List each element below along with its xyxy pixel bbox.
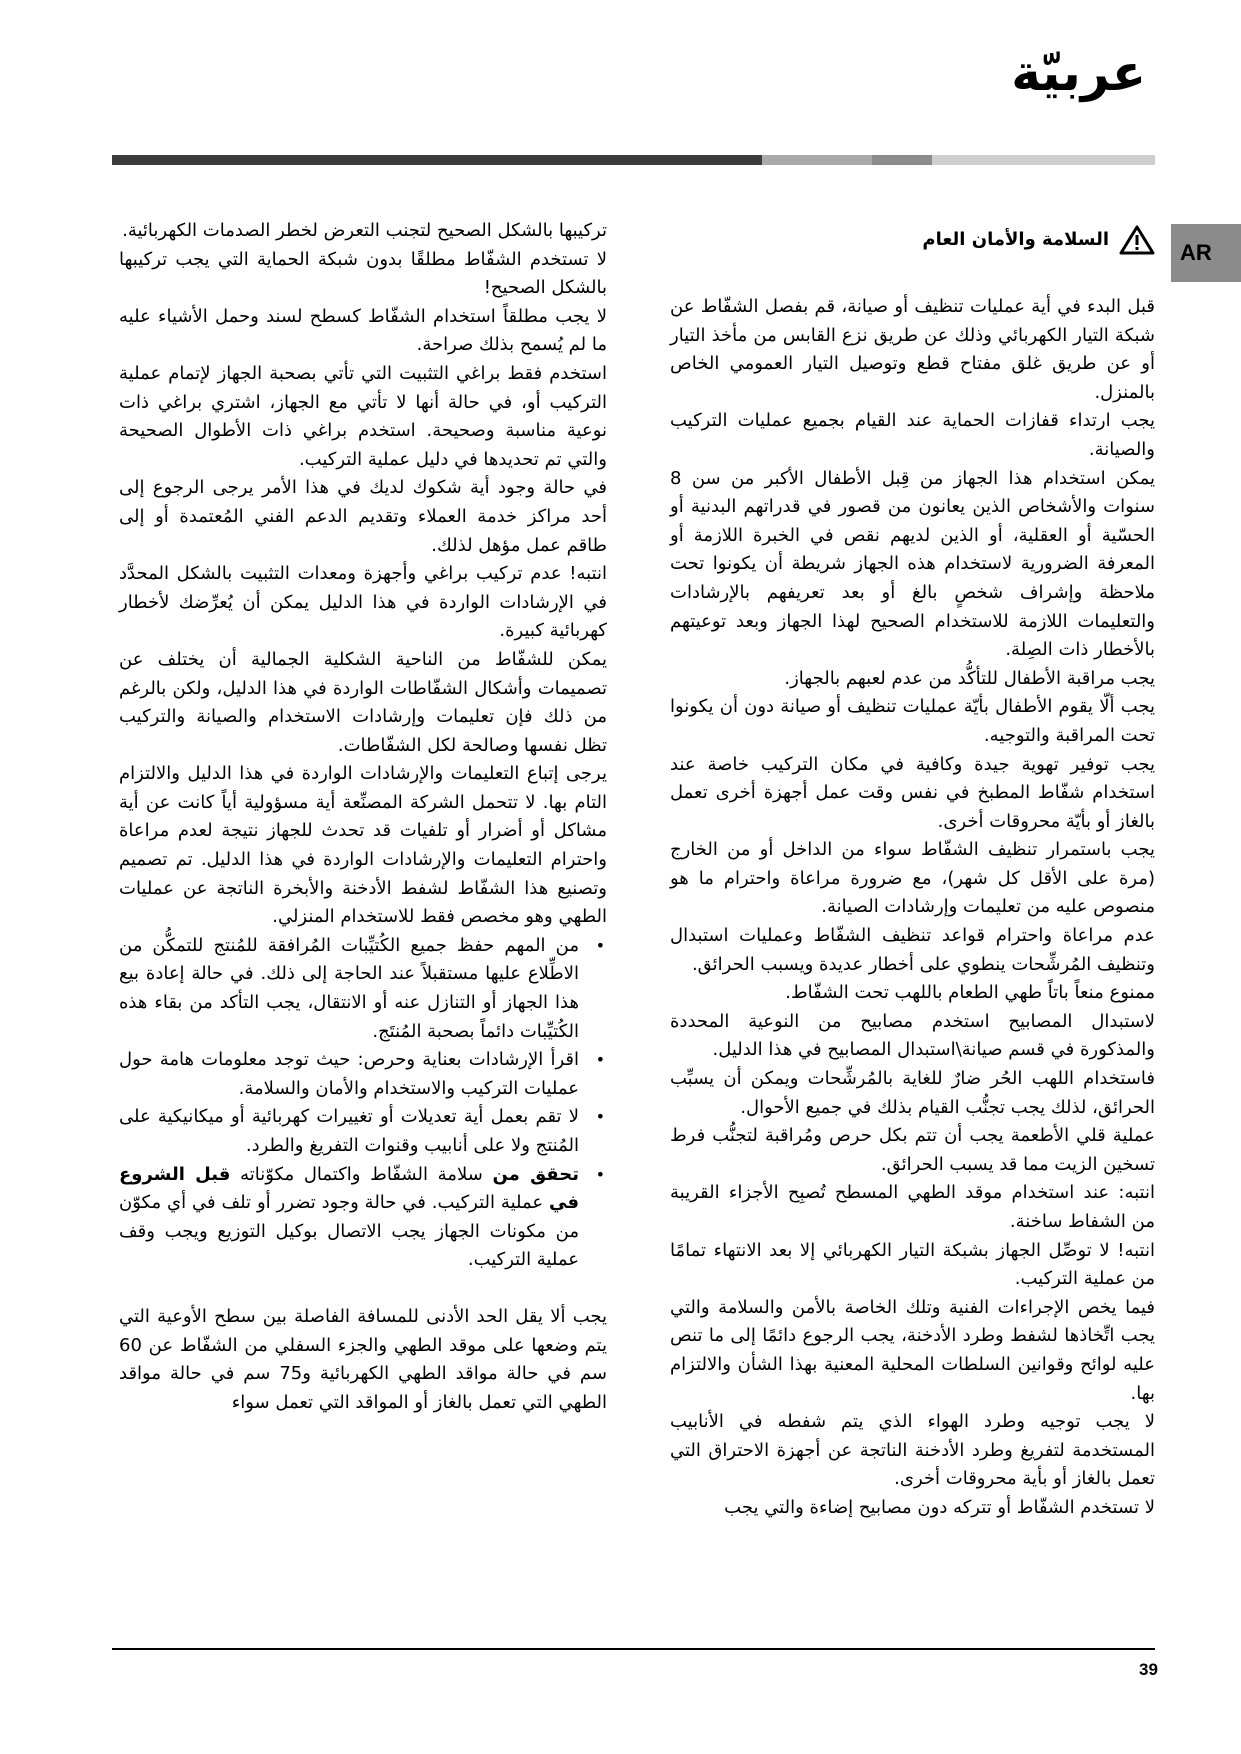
- warning-triangle-icon: [1119, 225, 1155, 255]
- section-title: السلامة والأمان العام: [922, 228, 1109, 250]
- list-item-text: سلامة الشفّاط واكتمال مكوّناته: [230, 1163, 493, 1185]
- list-item: • لا تقم بعمل أية تعديلات أو تغييرات كهربائية أو ميكانيكية على المُنتج ولا على أنابيب وقنوات التفريغ والطرد.: [119, 1103, 579, 1160]
- paragraph: يجب ألّا يقوم الأطفال بأيّة عمليات تنظيف أو صيانة دون أن يكونوا تحت المراقبة والتوجيه.: [670, 696, 1155, 746]
- paragraph: قبل البدء في أية عمليات تنظيف أو صيانة، قم بفصل الشفّاط عن شبكة التيار الكهربائي وذلك عن طريق نزع القابس من مأخذ التيار أو عن طريق غلق مفتاح قطع وتوصيل التيار العمومي الخاص بالمنزل.: [670, 296, 1155, 403]
- paragraph: ممنوع منعاً باتاً طهي الطعام باللهب تحت الشفّاط.: [785, 982, 1155, 1004]
- paragraph: يجب مراقبة الأطفال للتأكُّد من عدم لعبهم بالجهاز.: [784, 667, 1155, 689]
- paragraph: فيما يخص الإجراءات الفنية وتلك الخاصة بالأمن والسلامة والتي يجب اتِّخاذها لشفط وطرد الأدخنة، يجب الرجوع دائمًا إلى ما تنص عليه لوائح وقوانين السلطات المحلية المعنية بهذا الشأن والالتزام بها.: [670, 1296, 1155, 1404]
- paragraph: استخدم فقط براغي التثبيت التي تأتي بصحبة الجهاز لإتمام عملية التركيب أو، في حالة أنها لا تأتي مع الجهاز، اشتري براغي ذات نوعية مناسبة وصحيحة. استخدم براغي ذات الأطوال الصحيحة والتي تم تحديدها في دليل عملية التركيب.: [119, 362, 607, 470]
- paragraph: يجب توفير تهوية جيدة وكافية في مكان التركيب خاصة عند استخدام شفّاط المطبخ في نفس وقت عمل أجهزة أخرى تعمل بالغاز أو بأيّة محروقات أخرى.: [670, 753, 1155, 832]
- paragraph: يجب باستمرار تنظيف الشفّاط سواء من الداخل أو من الخارج (مرة على الأقل كل شهر)، مع ضرورة مراعاة واحترام ما هو منصوص عليه من تعليمات وإرشادات الصيانة.: [670, 839, 1155, 918]
- paragraph: انتبه! عدم تركيب براغي وأجهزة ومعدات التثبيت بالشكل المحدَّد في الإرشادات الواردة في هذا الدليل يمكن أن يُعرِّضك لأخطار كهربائية كبيرة.: [119, 563, 607, 642]
- paragraph: في حالة وجود أية شكوك لديك في هذا الأمر يرجى الرجوع إلى أحد مراكز خدمة العملاء وتقديم الدعم الفني المُعتمدة أو إلى طاقم عمل مؤهل لذلك.: [119, 477, 607, 556]
- paragraph: يمكن استخدام هذا الجهاز من قِبل الأطفال الأكبر من سن 8 سنوات والأشخاص الذين يعانون من قصور في قدراتهم البدنية أو الحسّية أو العقلية، أو الذين لديهم نقص في الخبرة اللازمة أو المعرفة الضرورية لاستخدام هذه الجهاز شريطة أن يكونوا تحت ملاحظة وإشراف شخصٍ بالغ أو بعد تعريفهم بالإرشادات والتعليمات اللازمة للاستخدام الصحيح لهذا الجهاز وبعد توعيتهم بالأخطار ذات الصِلة.: [670, 467, 1155, 661]
- paragraph: انتبه: عند استخدام موقد الطهي المسطح تُصبِح الأجزاء القريبة من الشفاط ساخنة.: [670, 1182, 1155, 1232]
- list-item: • من المهم حفظ جميع الكُتيِّبات المُرافقة للمُنتج للتمكُّن من الاطِّلاع عليها مستقبلاً عند الحاجة إلى ذلك. في حالة إعادة بيع هذا الجهاز أو التنازل عنه أو الانتقال، يجب التأكد من بقاء هذه الكُتيِّبات دائماً بصحبة المُنتَج.: [119, 932, 579, 1046]
- paragraph: يمكن للشفّاط من الناحية الشكلية الجمالية أن يختلف عن تصميمات وأشكال الشفّاطات الواردة في هذا الدليل، ولكن بالرغم من ذلك فإن تعليمات وإرشادات الاستخدام والصيانة والتركيب تظل نفسها وصالحة لكل الشفّاطات.: [119, 648, 607, 756]
- bold-text: قبل الشروع في: [119, 1163, 579, 1214]
- paragraph: يجب ارتداء قفازات الحماية عند القيام بجميع عمليات التركيب والصيانة.: [670, 410, 1155, 460]
- bar-segment-dark: [112, 155, 762, 165]
- paragraph: لا يجب توجيه وطرد الهواء الذي يتم شفطه في الأنابيب المستخدمة لتفريغ وطرد الأدخنة الناتجة عن أجهزة الاحتراق التي تعمل بالغاز أو بأية محروقات أخرى.: [670, 1411, 1155, 1490]
- bar-segment-light: [932, 155, 1155, 165]
- paragraph: لا يجب مطلقاً استخدام الشفّاط كسطح لسند وحمل الأشياء عليه ما لم يُسمح بذلك صراحة.: [119, 305, 607, 356]
- footer-divider: [112, 1648, 1155, 1650]
- paragraph: عملية قلي الأطعمة يجب أن تتم بكل حرص ومُراقبة لتجنُّب فرط تسخين الزيت مما قد يسبب الحرائق.: [670, 1125, 1155, 1175]
- page-number: 39: [1139, 1660, 1158, 1679]
- paragraph: لاستبدال المصابيح استخدم مصابيح من النوعية المحددة والمذكورة في قسم صيانة\استبدال المصابيح في هذا الدليل.: [670, 1010, 1155, 1061]
- paragraph: يرجى إتباع التعليمات والإرشادات الواردة في هذا الدليل والالتزام التام بها. لا تتحمل الشركة المصنِّعة أية مسؤولية أياً كانت عن أية مشاكل أو أضرار أو تلفيات قد تحدث للجهاز نتيجة لعدم مراعاة واحترام التعليمات والإرشادات الواردة في هذا الدليل. تم تصميم وتصنيع هذا الشفّاط لشفط الأدخنة والأبخرة الناتجة عن عمليات الطهي وهو مخصص فقط للاستخدام المنزلي.: [119, 763, 607, 928]
- page-title: عربيّة: [1011, 44, 1146, 102]
- header-color-bar: [112, 155, 1155, 165]
- bar-segment-mid-dark: [872, 155, 932, 165]
- bold-text: تحقق من: [492, 1163, 579, 1185]
- bar-segment-mid: [762, 155, 872, 165]
- bullet-list: [119, 932, 607, 1275]
- paragraph: فاستخدام اللهب الحُر ضارٌ للغاية بالمُرشِّحات ويمكن أن يسبِّب الحرائق، لذلك يجب تجنُّب القيام بذلك في جميع الأحوال.: [670, 1068, 1155, 1118]
- list-item-text: عملية التركيب. في حالة وجود تضرر أو تلف في أي مكوّن من مكونات الجهاز يجب الاتصال بوكيل التوزيع ويجب وقف عملية التركيب.: [119, 1192, 579, 1271]
- left-column: [119, 217, 607, 1417]
- section-heading: [670, 225, 1155, 255]
- paragraph: انتبه! لا توصِّل الجهاز بشبكة التيار الكهربائي إلا بعد الانتهاء تمامًا من عملية التركيب.: [670, 1239, 1155, 1290]
- paragraph: لا تستخدم الشفّاط أو تتركه دون مصابيح إضاءة والتي يجب: [724, 1496, 1155, 1518]
- paragraph: تركيبها بالشكل الصحيح لتجنب التعرض لخطر الصدمات الكهربائية.: [122, 220, 607, 241]
- paragraph: عدم مراعاة واحترام قواعد تنظيف الشفّاط وعمليات استبدال وتنظيف المُرشِّحات ينطوي على أخطار عديدة ويسبب الحرائق.: [670, 925, 1155, 975]
- language-tab: AR: [1171, 224, 1241, 282]
- right-column: [670, 225, 1155, 1523]
- list-item: [119, 1161, 579, 1275]
- paragraph: يجب ألا يقل الحد الأدنى للمسافة الفاصلة بين سطح الأوعية التي يتم وضعها على موقد الطهي والجزء السفلي من الشفّاط عن 60 سم في حالة مواقد الطهي الكهربائية و75 سم في حالة مواقد الطهي التي تعمل بالغاز أو المواقد التي تعمل سواء: [119, 1305, 607, 1413]
- paragraph: لا تستخدم الشفّاط مطلقًا بدون شبكة الحماية التي يجب تركيبها بالشكل الصحيح!: [119, 248, 607, 299]
- list-item: • اقرأ الإرشادات بعناية وحرص: حيث توجد معلومات هامة حول عمليات التركيب والاستخدام والأمان والسلامة.: [119, 1046, 579, 1103]
